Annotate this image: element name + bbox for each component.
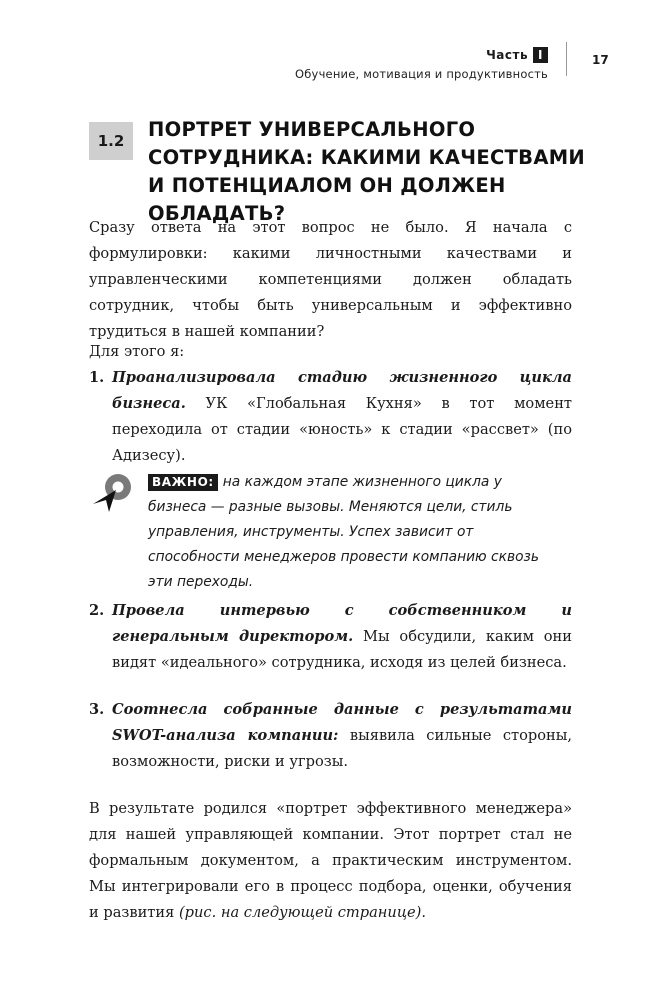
list-item-text: выявила сильные стороны, возможности, риски и угрозы.: [112, 727, 572, 770]
page-number: 17: [592, 53, 609, 67]
intro-paragraph: Сразу ответа на этот вопрос не было. Я начала с формулировки: какими личностными качествами и управленческими компетенциями должен обладать сотрудник, чтобы быть универсальным и эффективно трудиться в нашей компании?: [89, 219, 572, 340]
section-number-badge: 1.2: [89, 122, 133, 160]
list-item: [89, 697, 572, 775]
list-item: [89, 365, 572, 469]
conclusion-paragraph: [89, 796, 572, 926]
list-item-heading: Проанализировала стадию жизненного цикла бизнеса.: [112, 369, 572, 412]
section-title: ПОРТРЕТ УНИВЕРСАЛЬНОГО СОТРУДНИКА: КАКИМИ КАЧЕСТВАМИ И ПОТЕНЦИАЛОМ ОН ДОЛЖЕН ОБЛАДАТЬ?: [148, 118, 586, 225]
header-divider: [566, 42, 567, 76]
important-label: ВАЖНО:: [148, 474, 218, 491]
conclusion-text: В результате родился «портрет эффективного менеджера» для нашей управляющей компании. Этот портрет стал не формальным документом, а практическим инструментом. Мы интегрировали его в процесс подбора, оценки, обучения и развития: [89, 800, 572, 921]
list-item-text: Мы обсудили, каким они видят «идеального» сотрудника, исходя из целей бизнеса.: [112, 628, 572, 671]
important-note: [148, 470, 558, 595]
list-item-number: 1.: [89, 369, 105, 386]
figure-reference: (рис. на следующей странице).: [178, 904, 426, 921]
running-header-part: [486, 47, 548, 63]
list-item-text: УК «Глобальная Кухня» в тот момент переходила от стадии «юность» к стадии «рассвет» (по Адизесу).: [112, 395, 572, 464]
lead-in-text: Для этого я:: [89, 343, 185, 360]
running-header-subtitle: Обучение, мотивация и продуктивность: [295, 67, 548, 81]
list-item-heading: Провела интервью с собственником и генеральным директором.: [112, 602, 572, 645]
part-label: Часть: [486, 48, 529, 62]
compass-arrow-icon: [89, 470, 135, 516]
list-item: [89, 598, 572, 676]
list-item-heading: Соотнесла собранные данные с результатами SWOT-анализа компании:: [112, 701, 572, 744]
list-item-number: 2.: [89, 602, 105, 619]
list-item-number: 3.: [89, 701, 105, 718]
important-note-text: на каждом этапе жизненного цикла у бизнеса — разные вызовы. Меняются цели, стиль управления, инструменты. Успех зависит от способности менеджеров провести компанию сквозь эти переходы.: [148, 474, 540, 590]
part-number-badge: I: [533, 47, 548, 63]
